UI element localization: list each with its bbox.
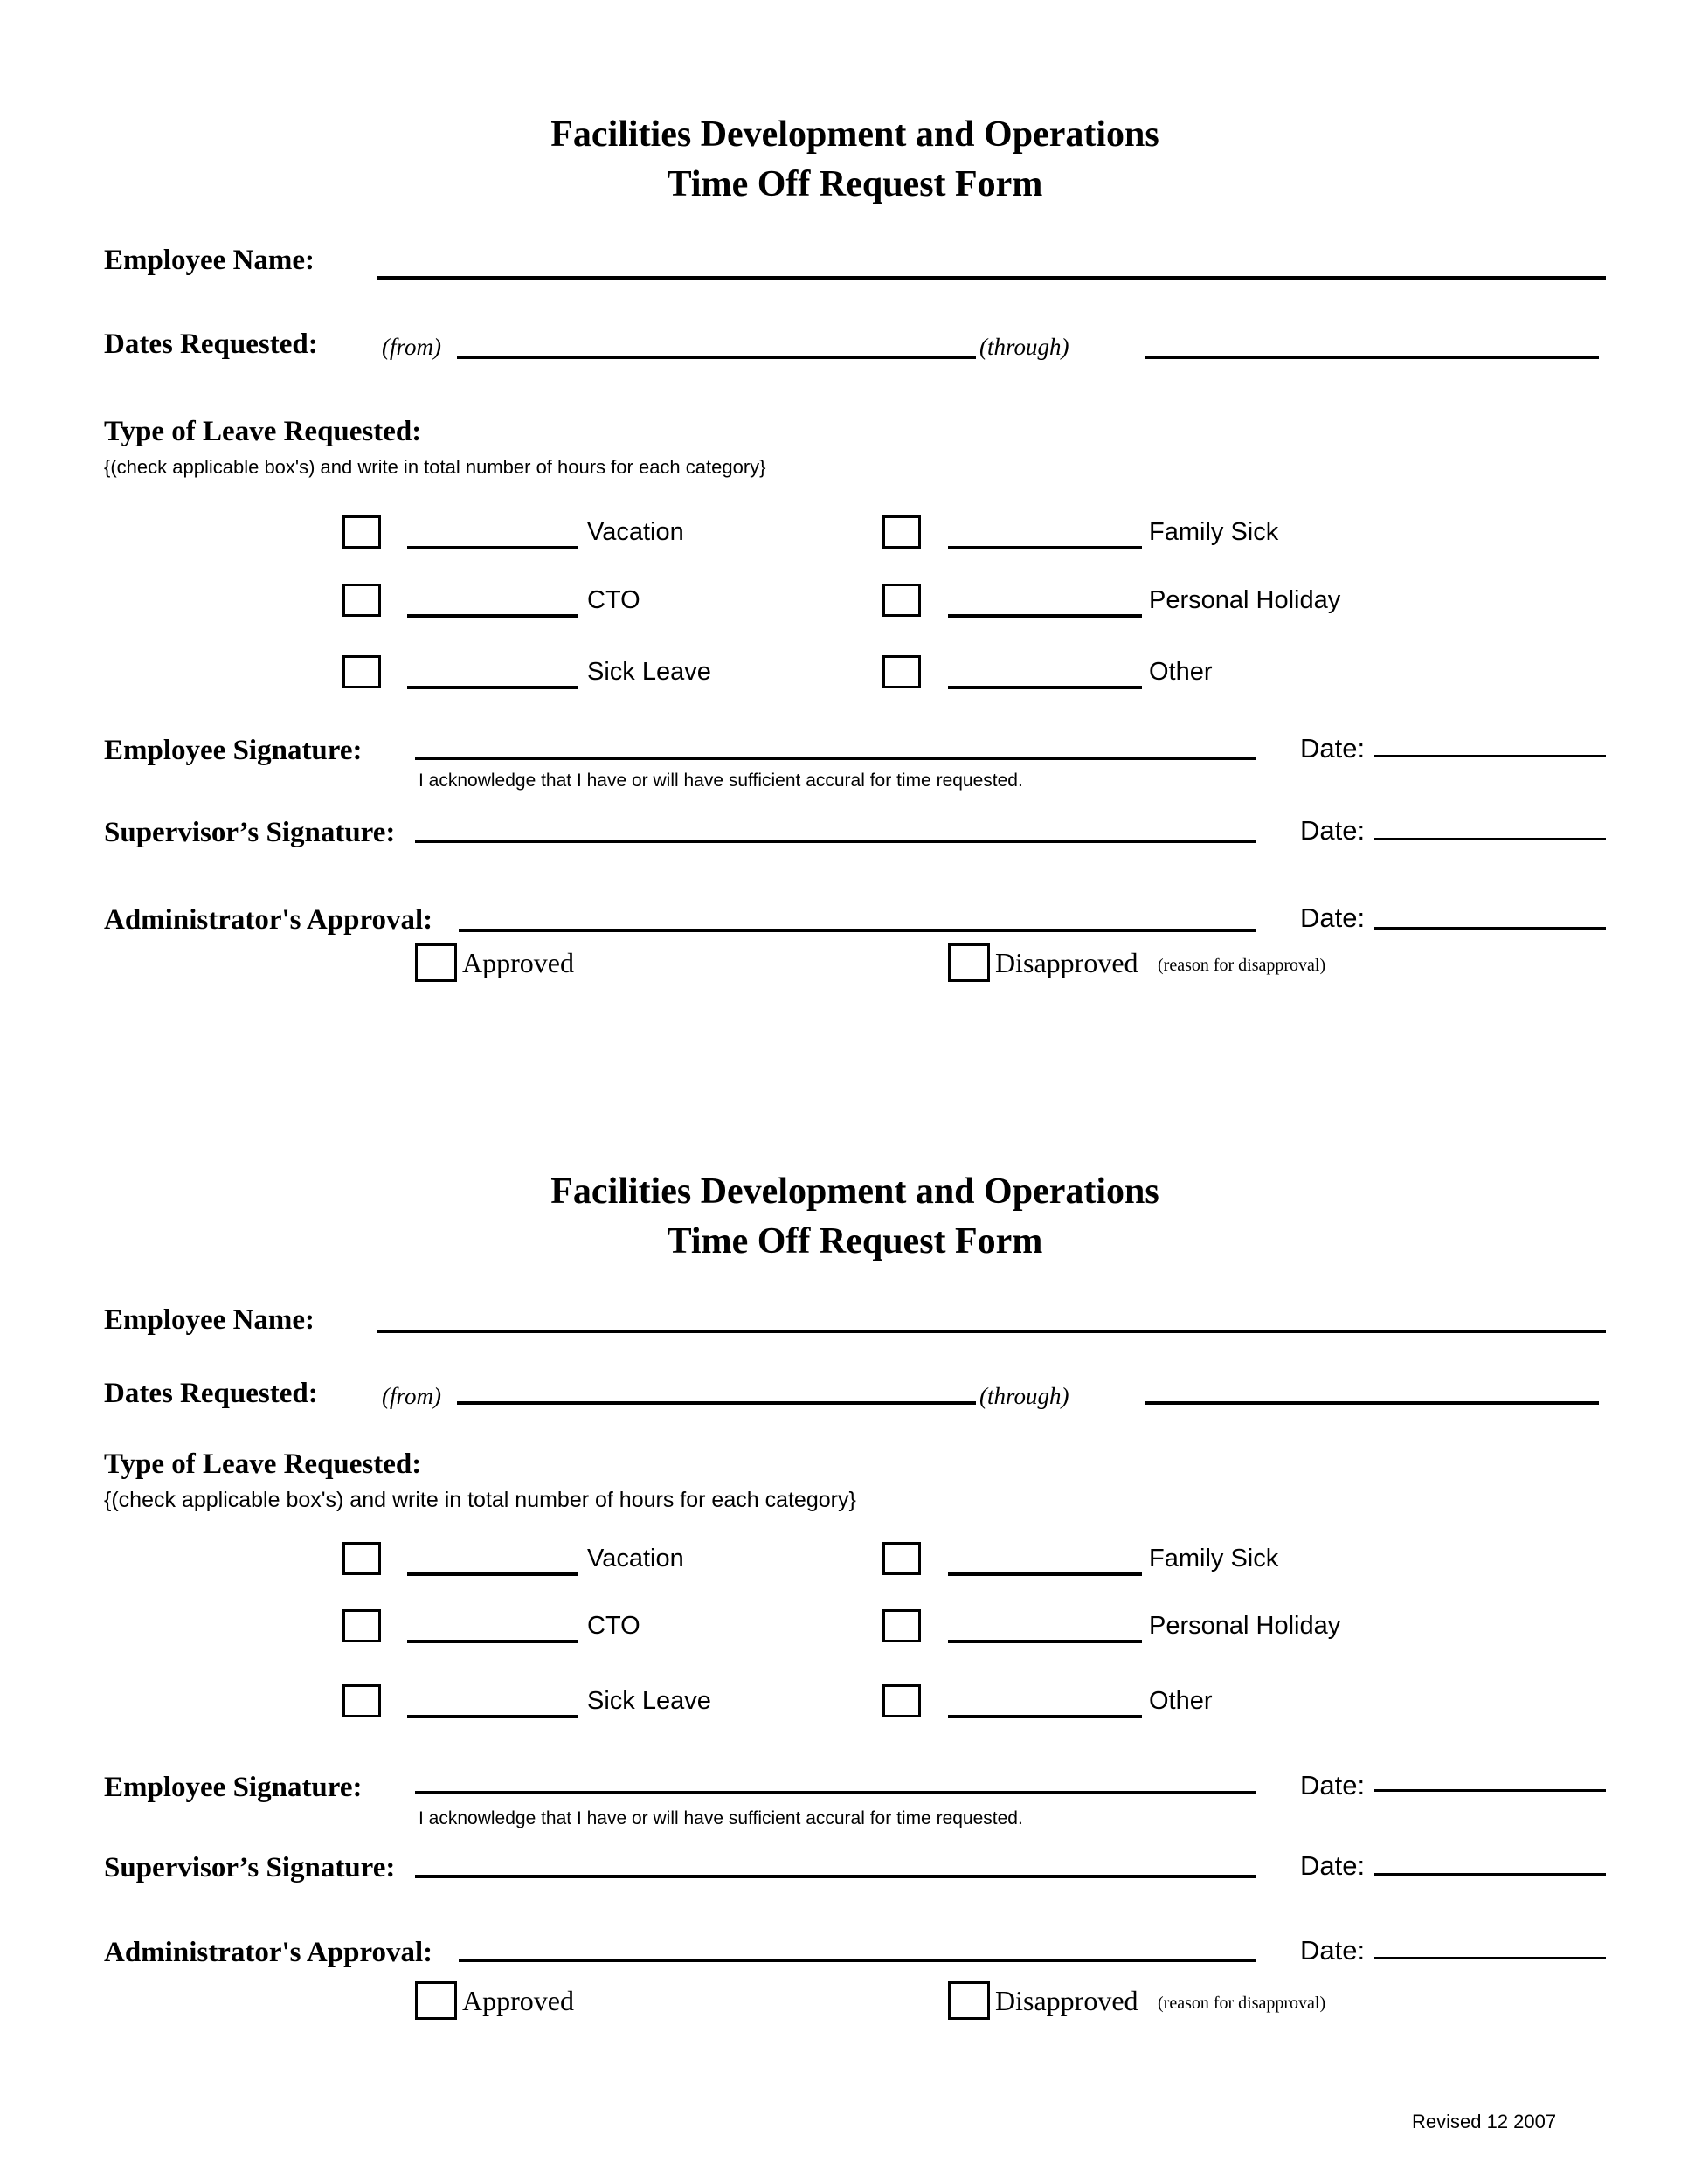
administrator-approval-field[interactable] bbox=[459, 929, 1256, 932]
through-label: (through) bbox=[979, 334, 1069, 360]
approved-label: Approved bbox=[462, 1985, 574, 2016]
leave-type-instructions: {(check applicable box's) and write in total number of hours for each category} bbox=[104, 1488, 856, 1512]
employee-signature-label: Employee Signature: bbox=[104, 735, 363, 766]
vacation-checkbox[interactable] bbox=[342, 515, 381, 549]
family-sick-hours-field[interactable] bbox=[948, 1572, 1142, 1576]
personal-holiday-hours-field[interactable] bbox=[948, 614, 1142, 618]
leave-type-heading: Type of Leave Requested: bbox=[104, 1448, 422, 1480]
cto-label: CTO bbox=[587, 586, 640, 614]
family-sick-checkbox[interactable] bbox=[882, 1542, 921, 1575]
other-label: Other bbox=[1149, 1687, 1213, 1715]
other-label: Other bbox=[1149, 658, 1213, 686]
sick-leave-hours-field[interactable] bbox=[407, 686, 578, 689]
personal-holiday-label: Personal Holiday bbox=[1149, 1612, 1341, 1640]
other-hours-field[interactable] bbox=[948, 1715, 1142, 1718]
family-sick-label: Family Sick bbox=[1149, 1545, 1279, 1572]
date-label: Date: bbox=[1300, 815, 1366, 846]
employee-signature-label: Employee Signature: bbox=[104, 1772, 363, 1803]
disapproved-checkbox[interactable] bbox=[948, 943, 990, 982]
dates-requested-label: Dates Requested: bbox=[104, 328, 318, 360]
disapproved-checkbox[interactable] bbox=[948, 1981, 990, 2020]
supervisor-signature-field[interactable] bbox=[415, 840, 1256, 843]
date-field[interactable] bbox=[1374, 755, 1606, 757]
other-checkbox[interactable] bbox=[882, 655, 921, 688]
dates-requested-label: Dates Requested: bbox=[104, 1378, 318, 1409]
date-label: Date: bbox=[1300, 1850, 1366, 1881]
family-sick-checkbox[interactable] bbox=[882, 515, 921, 549]
employee-name-field[interactable] bbox=[377, 1330, 1606, 1333]
disapproved-label: Disapproved bbox=[995, 1985, 1138, 2016]
supervisor-signature-label: Supervisor’s Signature: bbox=[104, 817, 396, 848]
vacation-label: Vacation bbox=[587, 1545, 684, 1572]
other-checkbox[interactable] bbox=[882, 1684, 921, 1717]
vacation-hours-field[interactable] bbox=[407, 546, 578, 549]
personal-holiday-checkbox[interactable] bbox=[882, 1609, 921, 1642]
from-label: (from) bbox=[382, 334, 441, 360]
sick-leave-hours-field[interactable] bbox=[407, 1715, 578, 1718]
from-date-field[interactable] bbox=[457, 1401, 976, 1405]
approved-checkbox[interactable] bbox=[415, 1981, 457, 2020]
other-hours-field[interactable] bbox=[948, 686, 1142, 689]
date-field[interactable] bbox=[1374, 1957, 1606, 1959]
personal-holiday-label: Personal Holiday bbox=[1149, 586, 1341, 614]
cto-checkbox[interactable] bbox=[342, 584, 381, 617]
approved-checkbox[interactable] bbox=[415, 943, 457, 982]
leave-option-row bbox=[104, 515, 1606, 557]
through-date-field[interactable] bbox=[1145, 356, 1599, 359]
administrator-approval-label: Administrator's Approval: bbox=[104, 904, 433, 936]
personal-holiday-hours-field[interactable] bbox=[948, 1640, 1142, 1643]
date-field[interactable] bbox=[1374, 927, 1606, 930]
approved-label: Approved bbox=[462, 947, 574, 978]
sick-leave-label: Sick Leave bbox=[587, 1687, 711, 1715]
leave-type-instructions: {(check applicable box's) and write in total number of hours for each category} bbox=[104, 456, 766, 478]
form-title-line2: Time Off Request Form bbox=[667, 1221, 1043, 1261]
date-label: Date: bbox=[1300, 1935, 1366, 1966]
time-off-form-bottom bbox=[104, 1171, 1606, 2057]
leave-option-row bbox=[104, 1542, 1606, 1584]
date-label: Date: bbox=[1300, 1770, 1366, 1800]
employee-name-label: Employee Name: bbox=[104, 245, 315, 276]
employee-name-field[interactable] bbox=[377, 276, 1606, 280]
supervisor-signature-field[interactable] bbox=[415, 1875, 1256, 1878]
vacation-checkbox[interactable] bbox=[342, 1542, 381, 1575]
from-label: (from) bbox=[382, 1383, 441, 1409]
disapproval-reason-note: (reason for disapproval) bbox=[1158, 956, 1326, 975]
form-title-line2: Time Off Request Form bbox=[667, 164, 1043, 204]
date-field[interactable] bbox=[1374, 1789, 1606, 1792]
date-field[interactable] bbox=[1374, 838, 1606, 840]
leave-option-row bbox=[104, 584, 1606, 625]
accrual-acknowledgment: I acknowledge that I have or will have sufficient accural for time requested. bbox=[419, 1808, 1023, 1828]
date-label: Date: bbox=[1300, 733, 1366, 764]
revision-note: Revised 12 2007 bbox=[1412, 2111, 1557, 2132]
employee-signature-field[interactable] bbox=[415, 757, 1256, 760]
through-label: (through) bbox=[979, 1383, 1069, 1409]
leave-option-row bbox=[104, 1609, 1606, 1651]
administrator-approval-field[interactable] bbox=[459, 1959, 1256, 1962]
cto-hours-field[interactable] bbox=[407, 1640, 578, 1643]
cto-checkbox[interactable] bbox=[342, 1609, 381, 1642]
employee-signature-field[interactable] bbox=[415, 1791, 1256, 1794]
date-label: Date: bbox=[1300, 902, 1366, 933]
family-sick-hours-field[interactable] bbox=[948, 546, 1142, 549]
cto-hours-field[interactable] bbox=[407, 614, 578, 618]
employee-name-label: Employee Name: bbox=[104, 1304, 315, 1336]
through-date-field[interactable] bbox=[1145, 1401, 1599, 1405]
family-sick-label: Family Sick bbox=[1149, 518, 1279, 546]
disapproved-label: Disapproved bbox=[995, 947, 1138, 978]
supervisor-signature-label: Supervisor’s Signature: bbox=[104, 1852, 396, 1883]
sick-leave-label: Sick Leave bbox=[587, 658, 711, 686]
time-off-form-top bbox=[104, 114, 1606, 1000]
leave-type-heading: Type of Leave Requested: bbox=[104, 416, 422, 447]
leave-option-row bbox=[104, 655, 1606, 697]
cto-label: CTO bbox=[587, 1612, 640, 1640]
leave-option-row bbox=[104, 1684, 1606, 1726]
disapproval-reason-note: (reason for disapproval) bbox=[1158, 1994, 1326, 2013]
administrator-approval-label: Administrator's Approval: bbox=[104, 1937, 433, 1968]
sick-leave-checkbox[interactable] bbox=[342, 1684, 381, 1717]
form-title-line1: Facilities Development and Operations bbox=[550, 114, 1159, 155]
from-date-field[interactable] bbox=[457, 356, 976, 359]
personal-holiday-checkbox[interactable] bbox=[882, 584, 921, 617]
vacation-label: Vacation bbox=[587, 518, 684, 546]
form-title-line1: Facilities Development and Operations bbox=[550, 1171, 1159, 1212]
accrual-acknowledgment: I acknowledge that I have or will have sufficient accural for time requested. bbox=[419, 771, 1023, 791]
date-field[interactable] bbox=[1374, 1873, 1606, 1876]
sick-leave-checkbox[interactable] bbox=[342, 655, 381, 688]
vacation-hours-field[interactable] bbox=[407, 1572, 578, 1576]
